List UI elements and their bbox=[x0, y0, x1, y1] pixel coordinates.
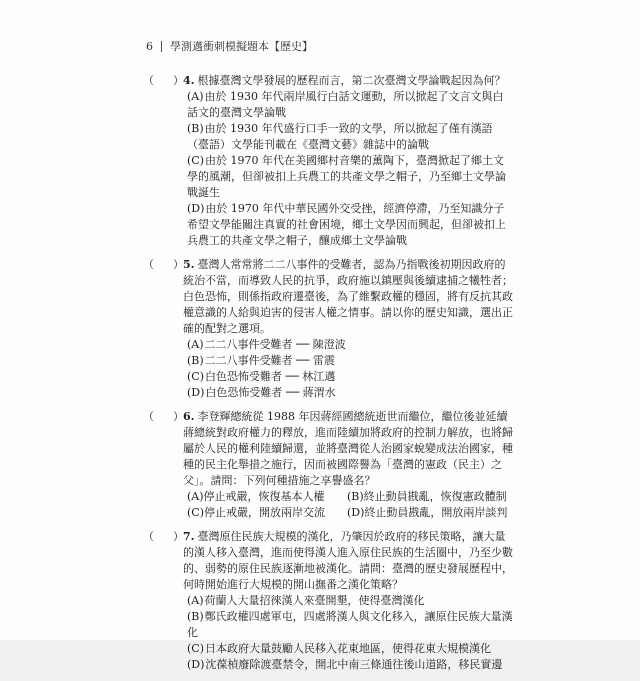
question-5: （ ） 5. 臺灣人常常將二二八事件的受難者，認為乃指戰後初期因政府的統治不當，而導致人民的抗爭，政府施以鎮壓與後續逮捕之犧牲者；白色恐怖，則係指政府遷臺後，為了維繫政權的穩固，將有反抗其政權意識的人給與迫害的侵害人權之情事。請以你的歷史知識，選出正確的配對之選項。 (A)二二八事件受難者 ── 陳澄波 (B)二二八事件受難者 ── 雷震 (C)白色恐怖受難者 ── 林江邁 (D)白色恐怖受難者 ── 蔣渭水 bbox=[143, 258, 513, 399]
option-grid bbox=[187, 489, 513, 521]
option-c: (C)停止戒嚴，開放兩岸交流 bbox=[187, 506, 325, 519]
header-divider bbox=[161, 41, 162, 52]
question-text: 根據臺灣文學發展的歷程而言，第二次臺灣文學論戰起因為何？ bbox=[197, 74, 506, 87]
question-7: （ ） 7. 臺灣原住民族大規模的漢化，乃肇因於政府的移民策略，讓大量的漢人移入臺灣，進而使得漢人進入原住民族的生活圈中，乃至少數的、弱勢的原住民族逐漸地被漢化。請問：臺灣的歷史發展歷程中，何時開始進行大規模的開山撫番之漢化策略？ (A)荷蘭人大量招徠漢人來臺開墾，使得臺灣漢化 (B)鄭氏政權四處軍屯，四處將漢人與文化移入，讓原住民族大量漢化 (C)日本政府大量鼓勵人民移入花東地區，使得花東大規模漢化 (D)沈葆楨廢除渡臺禁令，開北中南三條通往後山道路，移民實邊 bbox=[143, 530, 513, 671]
book-title: 學測邁衝刺模擬題本【歷史】 bbox=[170, 40, 313, 53]
question-stem bbox=[183, 257, 513, 337]
question-6: （ ） 6. 李登輝總統從 1988 年因蔣經國總統逝世而繼位，繼位後並延續蔣總統對政府權力的釋放，進而陸續加將政府的控制力解放，也將歸屬於人民的權利陸續歸還，並將臺灣從人治國家蛻變成法治國家，種種的民主化舉措之施行，因而被國際譽為「臺灣的憲政（民主）之父」。請問：下列何種措施之享譽盛名？ (A)停止戒嚴，恢復基本人權 (B)終止動員戡亂，恢復憲政體制 (C)停止戒嚴，開放兩岸交流 (D)終止動員戡亂，開放兩岸談判 bbox=[143, 409, 513, 521]
question-stem bbox=[183, 529, 513, 593]
option-b: (B)二二八事件受難者 ── 雷震 bbox=[187, 354, 335, 367]
option-d: (D)白色恐怖受難者 ── 蔣渭水 bbox=[187, 386, 336, 399]
page-header bbox=[146, 38, 313, 54]
option-a: (A)停止戒嚴，恢復基本人權 bbox=[187, 490, 325, 503]
question-list bbox=[143, 73, 513, 681]
question-4: （ ） 4. 根據臺灣文學發展的歷程而言，第二次臺灣文學論戰起因為何？ (A)由於 1930 年代兩岸風行白話文運動，所以掀起了文言文與白話文的臺灣文學論戰 (B)由於 1930 年代盛行口手一致的文學，所以掀起了僅有漢語（臺語）文學能刊載在《臺灣文藝》雜誌中的論戰 (C)由於 1970 年代在美國鄉村音樂的薰陶下，臺灣掀起了鄉土文學的風潮，但卻被扣上兵農工的共產文學之帽子，乃至鄉土文學論戰誕生 (D)由於 1970 年代中華民國外交受挫，經濟停滯，乃至知識分子希望文學能關注真實的社會困境，鄉土文學因而興起，但卻被扣上兵農工的共產文學之帽子，釀成鄉土文學論戰 bbox=[143, 73, 513, 249]
option-d: (D)由於 1970 年代中華民國外交受挫，經濟停滯，乃至知識分子希望文學能關注真實的社會困境，鄉土文學因而興起，但卻被扣上兵農工的共產文學之帽子，釀成鄉土文學論戰 bbox=[187, 202, 506, 247]
question-stem bbox=[183, 409, 513, 489]
page-number: 6 bbox=[146, 39, 153, 53]
question-number: 4. bbox=[183, 74, 195, 87]
question-text: 臺灣人常常將二二八事件的受難者，認為乃指戰後初期因政府的統治不當，而導致人民的抗爭，政府施以鎮壓與後續逮捕之犧牲者；白色恐怖，則係指政府遷臺後，為了維繫政權的穩固，將有反抗其政權意識的人給與迫害的侵害人權之情事。請以你的歷史知識，選出正確的配對之選項。 bbox=[183, 258, 513, 335]
option-c: (C)日本政府大量鼓勵人民移入花東地區，使得花東大規模漢化 bbox=[187, 642, 491, 655]
question-text: 李登輝總統從 1988 年因蔣經國總統逝世而繼位，繼位後並延續蔣總統對政府權力的釋放，進而陸續加將政府的控制力解放，也將歸屬於人民的權利陸續歸還，並將臺灣從人治國家蛻變成法治國家，種種的民主化舉措之施行，因而被國際譽為「臺灣的憲政（民主）之父」。請問：下列何種措施之享譽盛名？ bbox=[183, 410, 513, 487]
option-a: (A)荷蘭人大量招徠漢人來臺開墾，使得臺灣漢化 bbox=[187, 594, 425, 607]
option-d: (D)終止動員戡亂，開放兩岸談判 bbox=[347, 506, 508, 519]
option-c: (C)由於 1970 年代在美國鄉村音樂的薰陶下，臺灣掀起了鄉土文學的風潮，但卻被扣上兵農工的共產文學之帽子，乃至鄉土文學論戰誕生 bbox=[187, 154, 506, 199]
option-b: (B)終止動員戡亂，恢復憲政體制 bbox=[347, 490, 507, 503]
option-d: (D)沈葆楨廢除渡臺禁令，開北中南三條通往後山道路，移民實邊 bbox=[187, 658, 503, 671]
question-number: 5. bbox=[183, 258, 195, 271]
option-a: (A)由於 1930 年代兩岸風行白話文運動，所以掀起了文言文與白話文的臺灣文學論戰 bbox=[187, 90, 504, 119]
question-text: 臺灣原住民族大規模的漢化，乃肇因於政府的移民策略，讓大量的漢人移入臺灣，進而使得漢人進入原住民族的生活圈中，乃至少數的、弱勢的原住民族逐漸地被漢化。請問：臺灣的歷史發展歷程中，何時開始進行大規模的開山撫番之漢化策略？ bbox=[183, 530, 513, 591]
question-number: 7. bbox=[183, 530, 195, 543]
option-b: (B)由於 1930 年代盛行口手一致的文學，所以掀起了僅有漢語（臺語）文學能刊載在《臺灣文藝》雜誌中的論戰 bbox=[187, 122, 493, 151]
option-a: (A)二二八事件受難者 ── 陳澄波 bbox=[187, 338, 346, 351]
option-c: (C)白色恐怖受難者 ── 林江邁 bbox=[187, 370, 336, 383]
question-number: 6. bbox=[183, 410, 195, 423]
option-b: (B)鄭氏政權四處軍屯，四處將漢人與文化移入，讓原住民族大量漢化 bbox=[187, 610, 513, 639]
question-stem bbox=[183, 73, 513, 89]
